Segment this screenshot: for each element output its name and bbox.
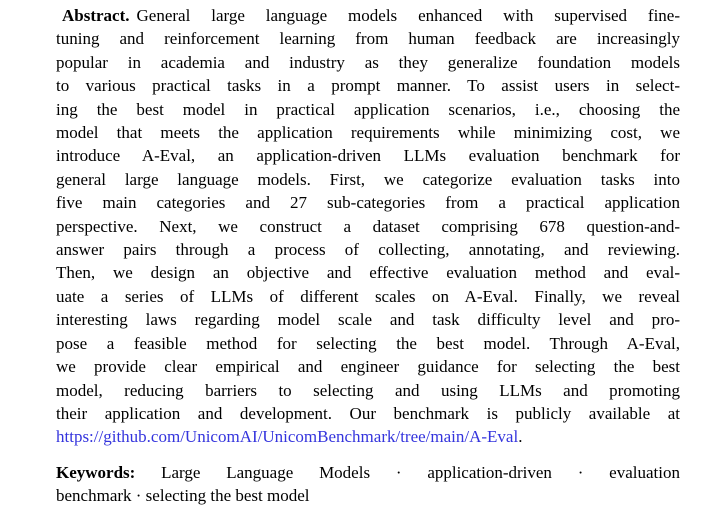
github-url-link[interactable]: https://github.com/UnicomAI/UnicomBenchmark/tree/main/A-Eval	[56, 427, 519, 447]
abstract-body	[56, 27, 680, 425]
abstract-first-line	[56, 4, 680, 27]
abstract-line: popular in academia and industry as they generalize foundation models	[56, 52, 680, 72]
abstract-section	[56, 4, 680, 449]
abstract-line: uate a series of LLMs of different scales on A-Eval. Finally, we reveal	[56, 286, 680, 306]
keywords-first-line	[56, 461, 680, 484]
abstract-line: Then, we design an objective and effective evaluation method and eval-	[56, 263, 680, 283]
abstract-line: their application and development. Our benchmark is publicly available at	[56, 403, 680, 423]
abstract-line: we provide clear empirical and engineer guidance for selecting the best	[56, 357, 680, 377]
abstract-last-line	[56, 425, 680, 448]
abstract-line: model that meets the application requirements while minimizing cost, we	[56, 123, 680, 143]
abstract-line: model, reducing barriers to selecting and using LLMs and promoting	[56, 380, 680, 400]
abstract-line: interesting laws regarding model scale and task difficulty level and pro-	[56, 310, 680, 330]
abstract-line: pose a feasible method for selecting the best model. Through A-Eval,	[56, 333, 680, 353]
keywords-line1-text: Large Language Models · application-driven · evaluation	[161, 463, 680, 482]
abstract-first-line-text: General large language models enhanced with supervised fine-	[136, 6, 680, 25]
url-trailing-period: .	[518, 427, 523, 447]
abstract-line: general large language models. First, we categorize evaluation tasks into	[56, 169, 680, 189]
abstract-line: perspective. Next, we construct a dataset comprising 678 question-and-	[56, 216, 680, 236]
keywords-section	[56, 461, 680, 508]
abstract-line: introduce A-Eval, an application-driven LLMs evaluation benchmark for	[56, 146, 680, 166]
abstract-line: tuning and reinforcement learning from human feedback are increasingly	[56, 29, 680, 49]
abstract-line: five main categories and 27 sub-categories from a practical application	[56, 193, 680, 213]
abstract-label: Abstract.	[62, 6, 130, 25]
keywords-second-line: benchmark · selecting the best model	[56, 486, 310, 506]
abstract-line: answer pairs through a process of collecting, annotating, and reviewing.	[56, 240, 680, 260]
abstract-line: ing the best model in practical application scenarios, i.e., choosing the	[56, 99, 680, 119]
keywords-label: Keywords:	[56, 463, 136, 482]
abstract-line: to various practical tasks in a prompt manner. To assist users in select-	[56, 76, 680, 96]
